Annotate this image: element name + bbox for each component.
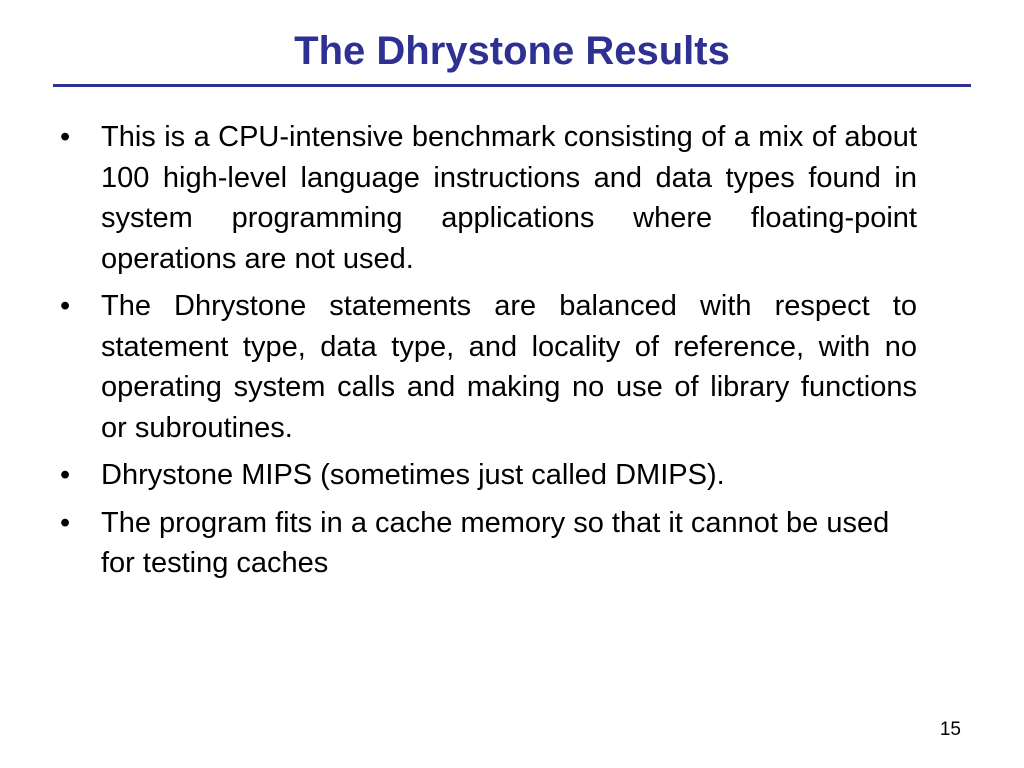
bullet-icon: • xyxy=(60,121,71,153)
bullet-icon: • xyxy=(60,506,71,539)
bullet-item xyxy=(60,286,917,448)
slide-title: The Dhrystone Results xyxy=(294,29,730,73)
bullet-text: Dhrystone MIPS (sometimes just called DMIPS). xyxy=(101,459,725,491)
title-underline xyxy=(53,84,971,87)
bullet-text: This is a CPU-intensive benchmark consisting of a mix of about 100 high-level language instructions and data types found in system programming applications where floating-point operations are not used. xyxy=(101,121,917,275)
bullet-text: The program fits in a cache memory so that it cannot be used for testing caches xyxy=(101,506,890,579)
bullet-list xyxy=(60,117,917,591)
bullet-icon: • xyxy=(60,459,71,491)
page-number: 15 xyxy=(939,719,961,740)
bullet-item xyxy=(60,117,917,279)
bullet-item xyxy=(60,503,917,584)
bullet-text: The Dhrystone statements are balanced with respect to statement type, data type, and locality of reference, with no operating system calls and making no use of library functions or subroutines. xyxy=(101,290,917,444)
bullet-icon: • xyxy=(60,290,71,322)
bullet-item xyxy=(60,455,917,496)
